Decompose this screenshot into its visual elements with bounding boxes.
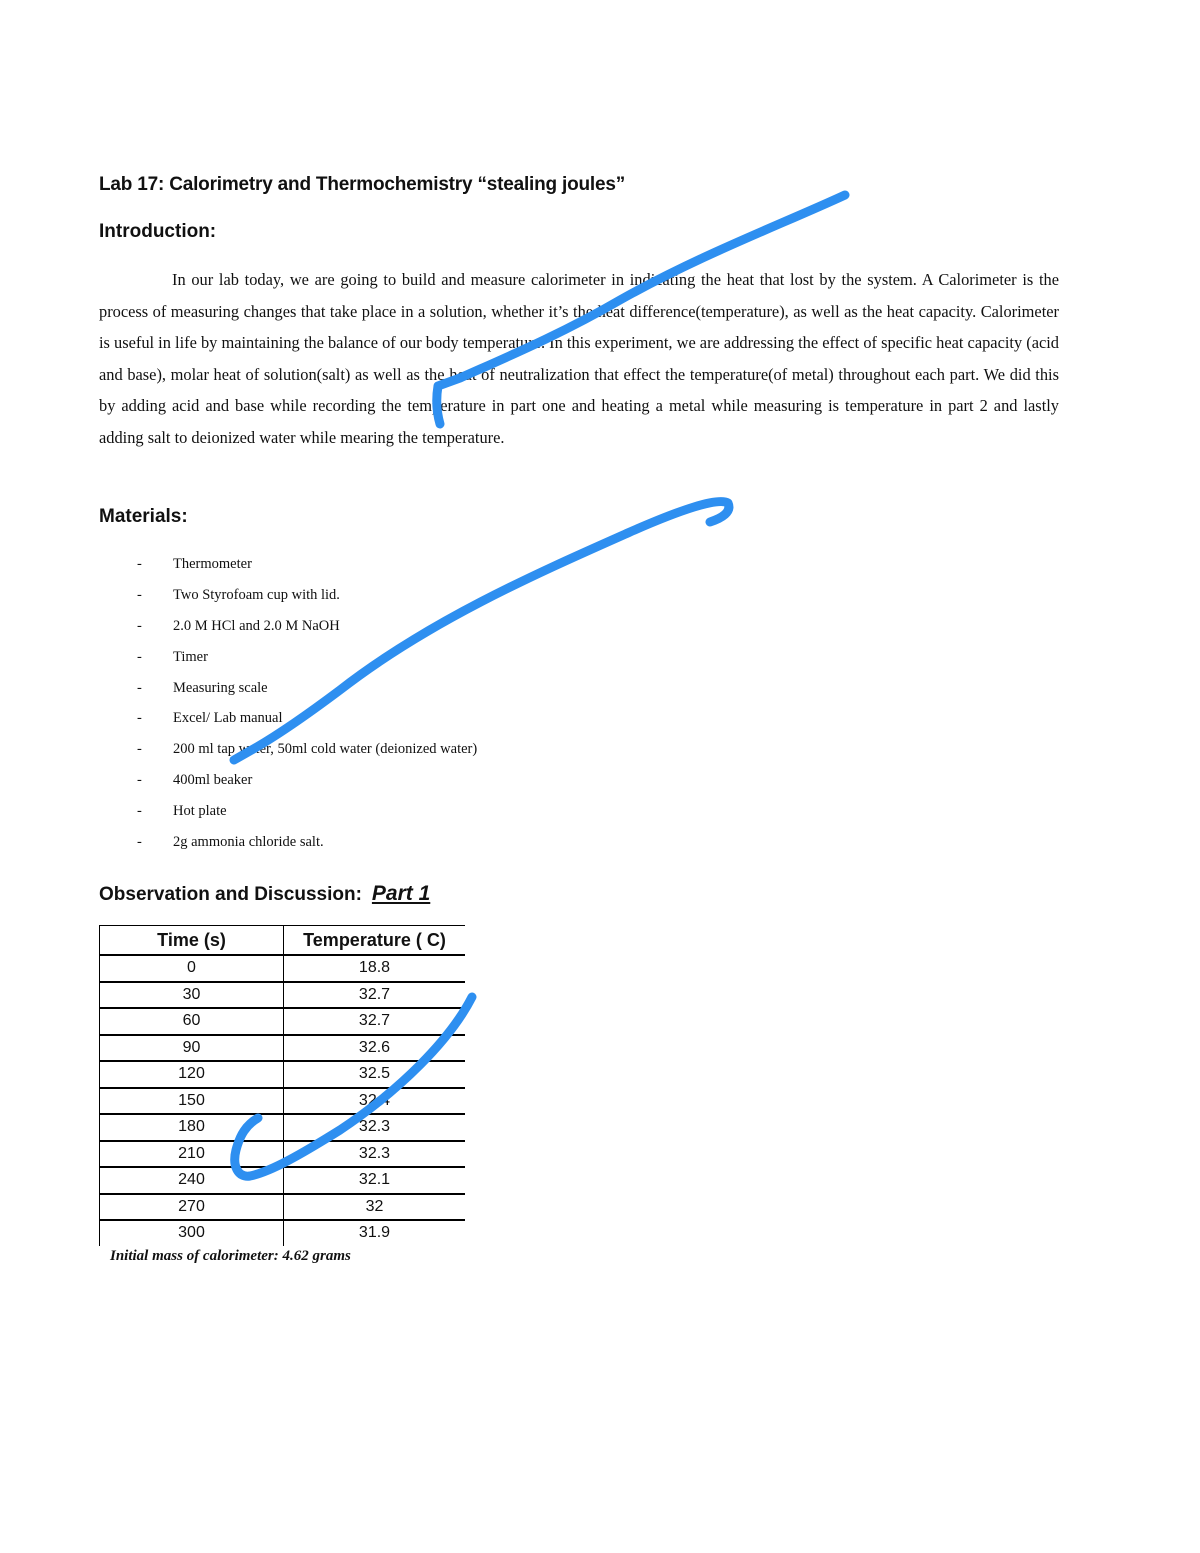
table-row [100, 1114, 466, 1141]
calorimeter-mass-note: Initial mass of calorimeter: 4.62 grams [110, 1248, 351, 1264]
list-item: - Timer [120, 642, 477, 673]
table-row [100, 1088, 466, 1115]
introduction-paragraph: In our lab today, we are going to build and measure calorimeter in indicating the heat that lost by the system. A Calorimeter is the process of measuring changes that take place in a solution, whether it’s the heat difference(temperature), as well as the heat capacity. Calorimeter is useful in life by maintaining the balance of our body temperature. In this experiment, we are addressing the effect of specific heat capacity (acid and base), molar heat of solution(salt) as well as the heat of neutralization that effect the temperature(of metal) throughout each part. We did this by adding acid and base while recording the temperature in part one and heating a metal while measuring is temperature in part 2 and lastly adding salt to deionized water while mearing the temperature. [99, 270, 1059, 447]
list-item: - Excel/ Lab manual [120, 703, 477, 734]
observation-heading-text: Observation and Discussion: [99, 884, 362, 905]
column-header-time: Time (s) [100, 926, 284, 956]
column-header-temperature: Temperature ( C) [284, 926, 466, 956]
temperature-cell: 31.9 [358, 1224, 391, 1242]
table-row [100, 1061, 466, 1088]
table-row [100, 1194, 466, 1221]
list-item: - 200 ml tap water, 50ml cold water (deionized water) [120, 734, 477, 765]
table-row [100, 955, 466, 982]
table-row [100, 982, 466, 1009]
temperature-cell: 18.8 [284, 955, 466, 982]
temperature-cell: 32.3 [284, 1114, 466, 1141]
list-item: - Hot plate [120, 796, 477, 827]
table-row [100, 1035, 466, 1062]
introduction-heading: Introduction: [99, 221, 217, 242]
materials-list [120, 549, 477, 858]
table-row [100, 1220, 466, 1246]
list-item: - 400ml beaker [120, 765, 477, 796]
list-item: - Thermometer [120, 549, 477, 580]
temperature-cell: 32.3 [284, 1141, 466, 1168]
time-cell: 270 [100, 1194, 284, 1221]
time-cell: 60 [100, 1008, 284, 1035]
list-item: - Measuring scale [120, 673, 477, 704]
time-cell: 150 [100, 1088, 284, 1115]
time-cell: 240 [100, 1167, 284, 1194]
list-item: - 2g ammonia chloride salt. [120, 827, 477, 858]
temperature-cell: 32.7 [284, 982, 466, 1009]
time-cell: 210 [100, 1141, 284, 1168]
part-label: Part 1 [371, 882, 431, 905]
temperature-cell: 32.4 [284, 1088, 466, 1115]
time-cell: 180 [100, 1114, 284, 1141]
table-row [100, 1167, 466, 1194]
list-item: - Two Styrofoam cup with lid. [120, 580, 477, 611]
time-cell: 300 [100, 1220, 284, 1246]
table-header-row [100, 926, 466, 956]
temperature-cell: 32.1 [284, 1167, 466, 1194]
temperature-cell: 32.6 [284, 1035, 466, 1062]
temperature-cell: 32 [284, 1194, 466, 1221]
time-cell: 90 [100, 1035, 284, 1062]
table-row [100, 1141, 466, 1168]
time-cell: 30 [100, 982, 284, 1009]
time-cell: 0 [100, 955, 284, 982]
time-cell: 120 [100, 1061, 284, 1088]
temperature-cell: 32.5 [284, 1061, 466, 1088]
materials-heading: Materials: [99, 506, 188, 527]
document-title: Lab 17: Calorimetry and Thermochemistry “stealing joules” [99, 174, 626, 195]
temperature-cell: 32.7 [284, 1008, 466, 1035]
observation-heading [99, 882, 430, 906]
list-item: - 2.0 M HCl and 2.0 M NaOH [120, 611, 477, 642]
temperature-table [99, 925, 465, 1246]
table-row [100, 1008, 466, 1035]
